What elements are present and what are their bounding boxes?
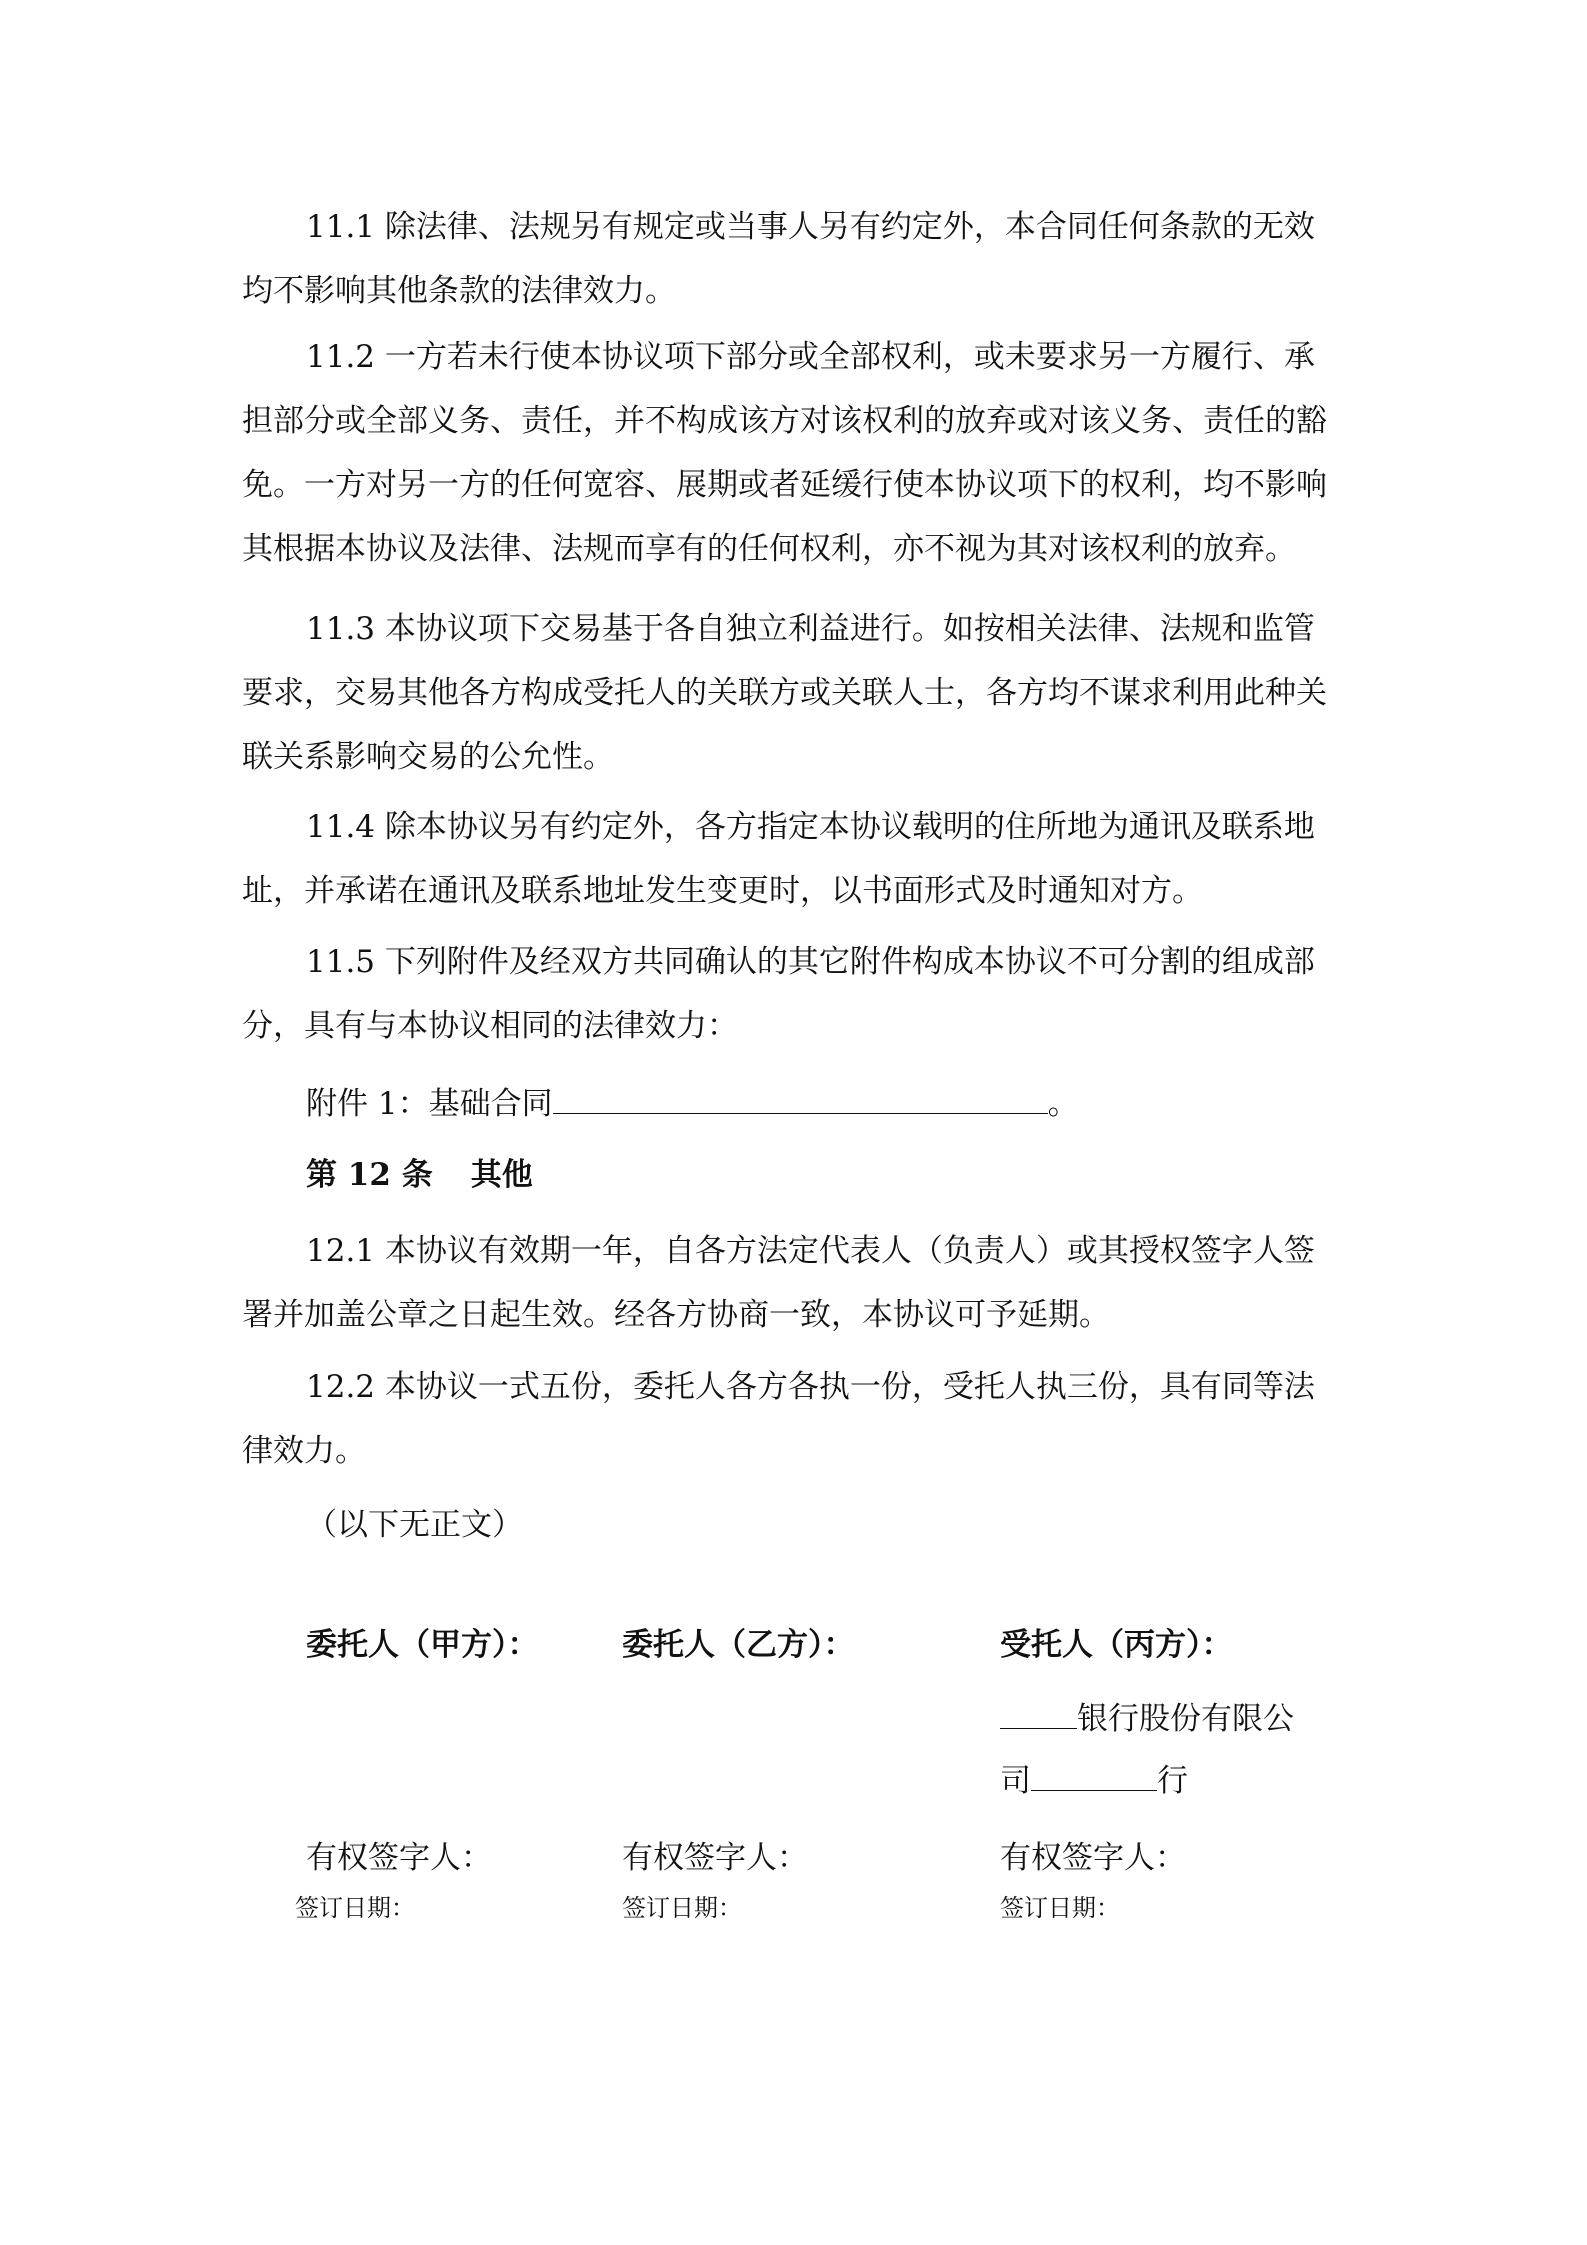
clause-11-3 [242, 597, 1352, 789]
article-number: 第 12 条 [306, 1157, 433, 1193]
clause-line: 均不影响其他条款的法律效力。 [242, 273, 676, 309]
clause-11-1 [242, 195, 1352, 323]
clause-line: 要求，交易其他各方构成受托人的关联方或关联人士，各方均不谋求利用此种关 [242, 675, 1327, 711]
attachment-line [306, 1083, 1079, 1124]
party-c-signer: 有权签字人： [1000, 1840, 1186, 1876]
clause-line: 11.1 除法律、法规另有规定或当事人另有约定外，本合同任何条款的无效 [306, 209, 1315, 245]
clause-11-4 [242, 795, 1352, 923]
clause-12-2 [242, 1355, 1352, 1483]
party-b-date: 签订日期： [622, 1894, 742, 1922]
clause-line: 11.3 本协议项下交易基于各自独立利益进行。如按相关法律、法规和监管 [306, 611, 1315, 647]
bank-line-2-end: 行 [1157, 1763, 1188, 1799]
clause-12-1 [242, 1219, 1352, 1347]
bank-name-text: 银行股份有限公 [1077, 1701, 1294, 1737]
attachment-label: 附件 1：基础合同 [306, 1086, 553, 1122]
clause-11-5 [242, 930, 1352, 1058]
article-title: 其他 [470, 1157, 533, 1193]
party-c-date: 签订日期： [1000, 1894, 1120, 1922]
clause-line: 署并加盖公章之日起生效。经各方协商一致，本协议可予延期。 [242, 1297, 1110, 1333]
clause-line: 12.2 本协议一式五份，委托人各方各执一份，受托人执三份，具有同等法 [306, 1369, 1315, 1405]
bank-line-2-start: 司 [1000, 1763, 1031, 1799]
party-c-bank-line-2 [1000, 1760, 1188, 1801]
clause-line: 11.2 一方若未行使本协议项下部分或全部权利，或未要求另一方履行、承 [306, 339, 1315, 375]
clause-line: 律效力。 [242, 1433, 366, 1469]
article-12-heading [306, 1143, 533, 1207]
clause-line: 分，具有与本协议相同的法律效力： [242, 1008, 738, 1044]
party-a-title: 委托人（甲方）： [306, 1627, 539, 1663]
clause-line: 其根据本协议及法律、法规而享有的任何权利，亦不视为其对该权利的放弃。 [242, 531, 1296, 567]
branch-name-blank [1031, 1760, 1157, 1791]
clause-line: 址，并承诺在通讯及联系地址发生变更时，以书面形式及时通知对方。 [242, 873, 1203, 909]
party-b-signer: 有权签字人： [622, 1840, 808, 1876]
clause-line: 11.4 除本协议另有约定外，各方指定本协议载明的住所地为通讯及联系地 [306, 809, 1315, 845]
party-c-title: 受托人（丙方）： [1000, 1627, 1233, 1663]
clause-line: 免。一方对另一方的任何宽容、展期或者延缓行使本协议项下的权利，均不影响 [242, 467, 1327, 503]
attachment-blank [553, 1083, 1048, 1114]
party-a-signer: 有权签字人： [306, 1840, 492, 1876]
clause-line: 担部分或全部义务、责任，并不构成该方对该权利的放弃或对该义务、责任的豁 [242, 403, 1327, 439]
clause-line: 11.5 下列附件及经双方共同确认的其它附件构成本协议不可分割的组成部 [306, 944, 1315, 980]
no-further-text: （以下无正文） [306, 1507, 523, 1543]
clause-11-2 [242, 325, 1352, 581]
party-a-date: 签订日期： [295, 1894, 415, 1922]
bank-name-blank [1000, 1698, 1077, 1729]
attachment-end: 。 [1047, 1086, 1079, 1122]
clause-line: 联关系影响交易的公允性。 [242, 739, 614, 775]
party-c-bank-line-1 [1000, 1698, 1294, 1739]
party-b-title: 委托人（乙方）： [622, 1627, 855, 1663]
clause-line: 12.1 本协议有效期一年，自各方法定代表人（负责人）或其授权签字人签 [306, 1233, 1315, 1269]
